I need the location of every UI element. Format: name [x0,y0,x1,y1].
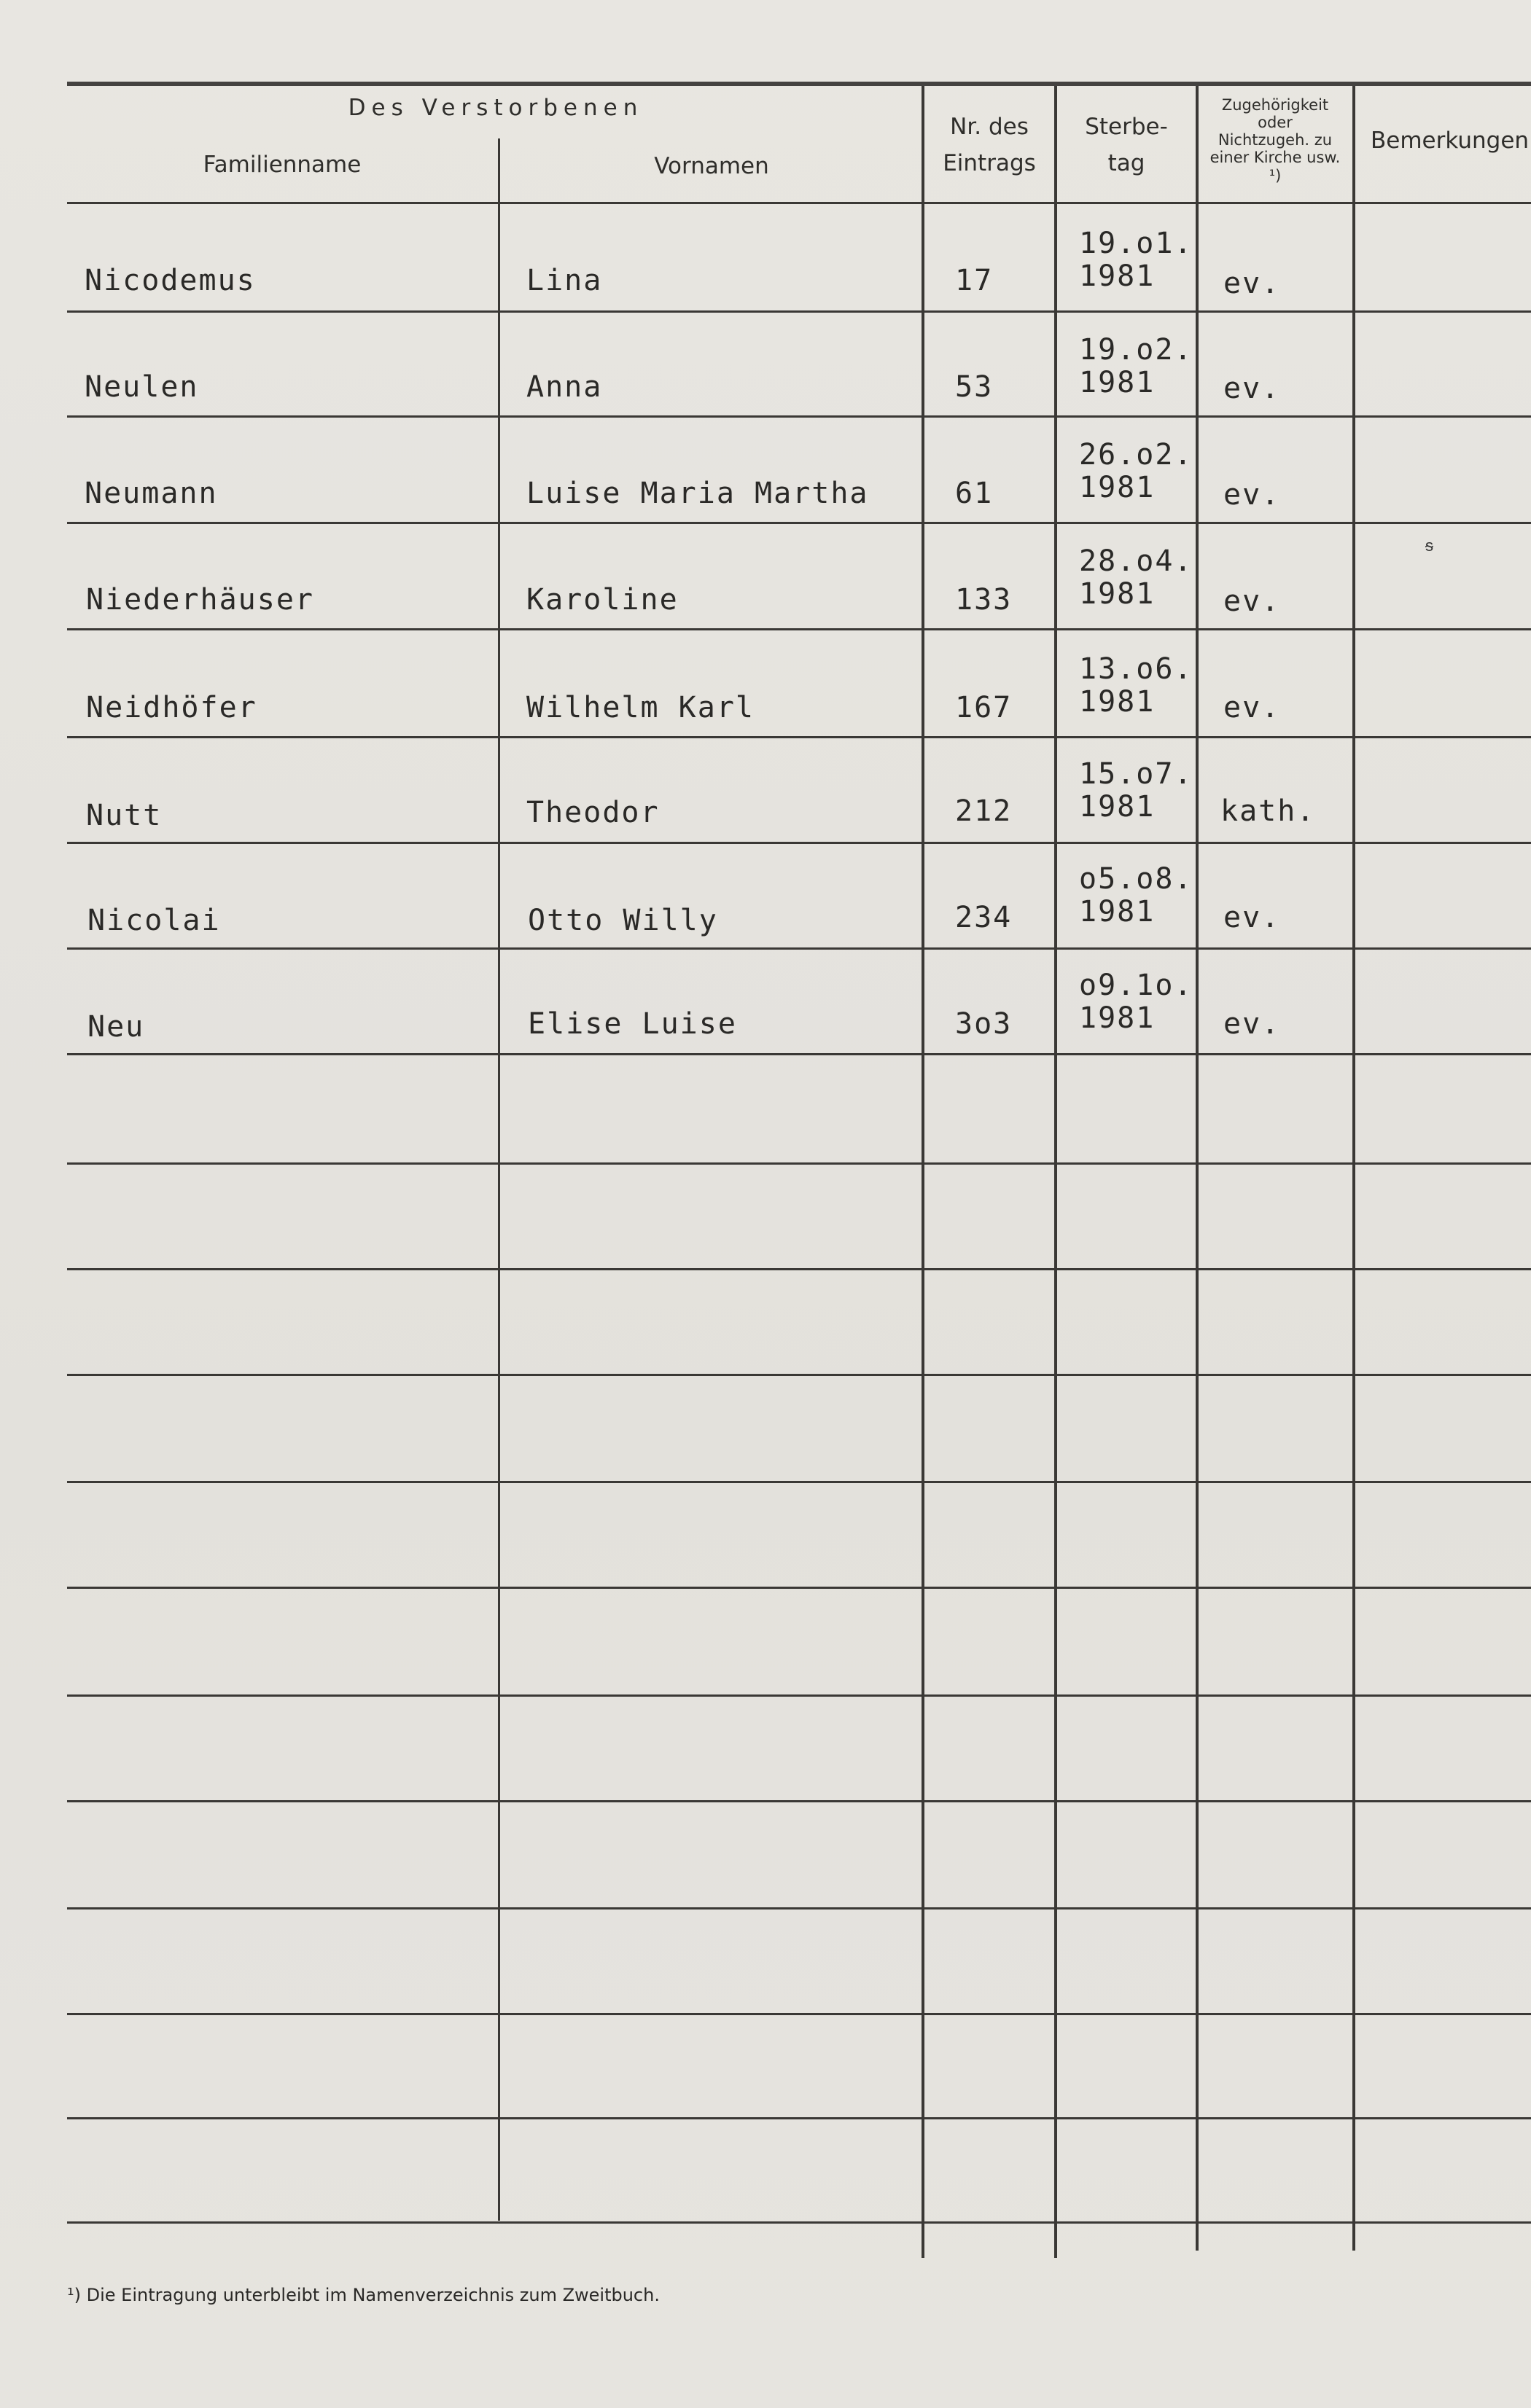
header-kirche-line5: ¹) [1269,166,1282,184]
vornamen-cell: Elise Luise [528,1007,737,1041]
header-vornamen: Vornamen [654,153,769,179]
sterbetag-cell [1079,334,1193,399]
header-bottom-rule [67,202,1531,204]
kirche-cell: ev. [1223,372,1281,405]
col-line-kirche [1196,86,1199,2251]
sterbetag-year: 1981 [1079,684,1156,719]
header-kirche [1198,96,1352,184]
row-rule [67,1481,1531,1483]
header-bemerkungen: Bemerkungen [1371,128,1530,154]
kirche-cell: ev. [1223,585,1281,618]
header-group-label: Des Verstorbenen [348,95,644,121]
row-rule [67,1268,1531,1270]
nr-cell: 133 [955,583,1013,617]
sterbetag-year: 1981 [1079,894,1156,929]
row-rule [67,2013,1531,2015]
nr-cell: 212 [955,794,1013,828]
header-kirche-line2: oder [1258,114,1293,132]
vornamen-cell: Karoline [526,583,679,617]
kirche-cell: ev. [1223,691,1281,724]
row-rule [67,1587,1531,1589]
sterbetag-year: 1981 [1079,365,1156,399]
nr-cell: 17 [955,264,994,297]
familienname-cell: Nutt [86,799,163,832]
row-rule [67,522,1531,524]
vornamen-cell: Lina [526,264,603,297]
header-nr-line2: Eintrags [943,149,1036,176]
nr-cell: 53 [955,370,994,404]
familienname-cell: Nicolai [87,904,221,937]
row-rule [67,1907,1531,1909]
familienname-cell: Niederhäuser [86,583,314,617]
familienname-cell: Neu [87,1010,145,1044]
header-kirche-line1: Zugehörigkeit [1221,96,1329,114]
sterbetag-cell [1079,969,1193,1035]
familienname-cell: Neidhöfer [86,691,257,724]
header-subdivider [498,138,500,204]
col-line-vornamen [498,202,500,2221]
familienname-cell: Nicodemus [85,264,256,297]
sterbetag-cell [1079,439,1193,504]
col-line-sterbetag [1054,86,1057,2258]
row-rule [67,1800,1531,1802]
kirche-cell: kath. [1220,794,1316,828]
row-rule [67,842,1531,844]
sterbetag-year: 1981 [1079,470,1156,504]
header-nr-des-eintrags [923,109,1056,181]
row-rule [67,947,1531,950]
sterbetag-cell [1079,863,1193,929]
sterbetag-date: 19.o2. [1079,333,1193,367]
sterbetag-date: 28.o4. [1079,544,1193,578]
row-rule [67,628,1531,630]
row-rule [67,310,1531,313]
row-rule [67,1162,1531,1165]
row-rule [67,1374,1531,1376]
vornamen-cell: Wilhelm Karl [526,691,755,724]
sterbetag-cell [1079,227,1193,293]
sterbetag-cell [1079,545,1193,611]
nr-cell: 61 [955,477,994,510]
row-rule [67,415,1531,418]
sterbetag-cell [1079,758,1193,824]
header-familienname: Familienname [203,152,362,178]
header-sterbetag-line2: tag [1107,149,1145,176]
row-rule [67,1053,1531,1055]
sterbetag-year: 1981 [1079,1001,1156,1035]
familienname-cell: Neumann [85,477,218,510]
sterbetag-year: 1981 [1079,576,1156,611]
sterbetag-cell [1079,653,1193,719]
kirche-cell: ev. [1223,901,1281,934]
kirche-cell: ev. [1223,478,1281,512]
footnote: ¹) Die Eintragung unterbleibt im Namenverzeichnis zum Zweitbuch. [67,2285,660,2305]
row-rule [67,2221,1531,2224]
sterbetag-year: 1981 [1079,259,1156,293]
kirche-cell: ev. [1223,1007,1281,1041]
header-kirche-line4: einer Kirche usw. [1209,149,1341,167]
header-nr-line1: Nr. des [950,114,1029,140]
nr-cell: 234 [955,901,1013,934]
top-rule [67,82,1531,86]
sterbetag-year: 1981 [1079,789,1156,824]
sterbetag-date: 19.o1. [1079,227,1193,260]
col-line-bemerkungen [1352,86,1355,2251]
sterbetag-date: o5.o8. [1079,862,1193,896]
row-rule [67,2117,1531,2119]
vornamen-cell: Luise Maria Martha [526,477,869,510]
nr-cell: 167 [955,691,1013,724]
sterbetag-date: o9.1o. [1079,969,1193,1002]
sterbetag-date: 13.o6. [1079,652,1193,686]
vornamen-cell: Otto Willy [528,904,718,937]
nr-cell: 3o3 [955,1007,1013,1041]
vornamen-cell: Anna [526,370,603,404]
header-kirche-line3: Nichtzugeh. zu [1218,131,1333,149]
col-line-nr [922,86,924,2258]
vornamen-cell: Theodor [526,796,660,829]
sterbetag-date: 26.o2. [1079,438,1193,472]
row-rule [67,1694,1531,1697]
row-rule [67,736,1531,738]
kirche-cell: ev. [1223,267,1281,300]
header-sterbetag-line1: Sterbe- [1085,114,1168,140]
header-sterbetag [1057,109,1196,181]
sterbetag-date: 15.o7. [1079,757,1193,791]
familienname-cell: Neulen [85,370,199,404]
pencil-tick-mark: ᵴ [1425,536,1433,555]
